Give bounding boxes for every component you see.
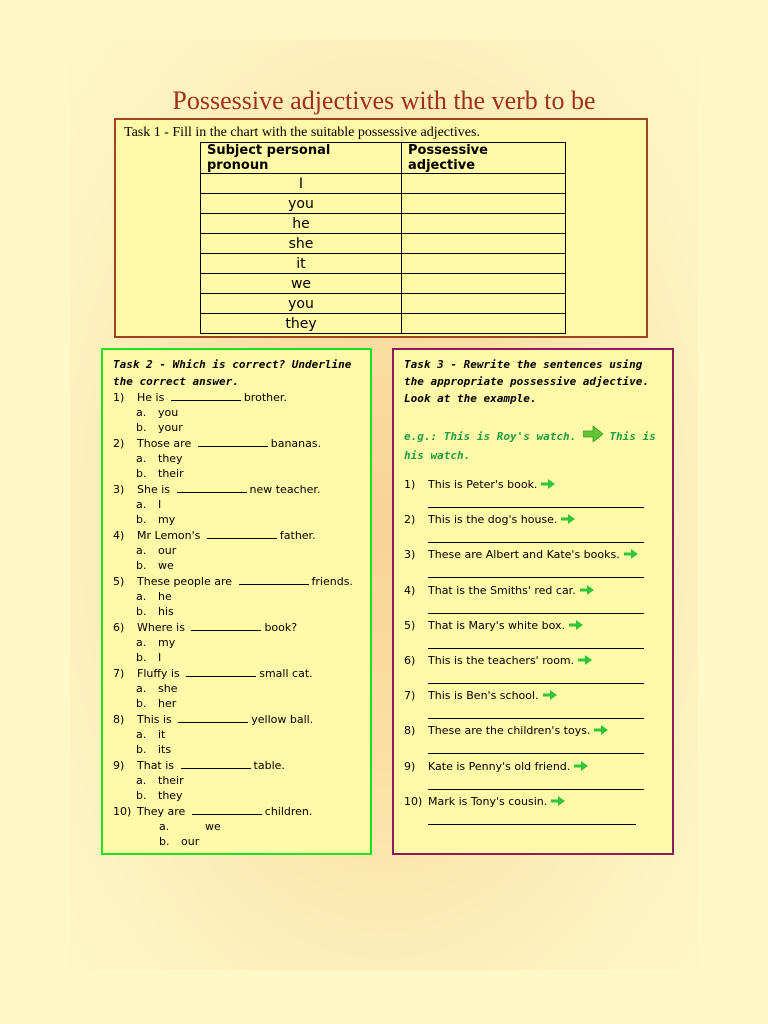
task2-question bbox=[113, 528, 316, 543]
rewrite-answer-line[interactable] bbox=[428, 613, 644, 614]
option-letter: b. bbox=[136, 605, 147, 618]
sentence-text: This is the teachers' room. bbox=[428, 654, 575, 667]
question-number: 7) bbox=[113, 667, 125, 680]
option-letter: b. bbox=[136, 467, 147, 480]
sentence-number: 2) bbox=[404, 513, 416, 527]
possessive-answer-cell[interactable] bbox=[402, 274, 566, 294]
green-right-arrow-icon bbox=[583, 426, 603, 447]
rewrite-answer-line[interactable] bbox=[428, 789, 644, 790]
task3-sentence bbox=[404, 548, 638, 562]
table-row bbox=[201, 294, 566, 314]
question-text-after: yellow ball. bbox=[251, 713, 314, 726]
rewrite-answer-line[interactable] bbox=[428, 648, 644, 649]
option-word: her bbox=[158, 697, 177, 710]
task2-question bbox=[113, 666, 313, 681]
option-letter: b. bbox=[136, 421, 147, 434]
possessive-answer-cell[interactable] bbox=[402, 254, 566, 274]
sentence-text: These are Albert and Kate's books. bbox=[428, 548, 620, 562]
possessive-answer-cell[interactable] bbox=[402, 314, 566, 334]
option-letter: a. bbox=[136, 544, 147, 557]
answer-blank[interactable] bbox=[198, 436, 268, 447]
sentence-number: 4) bbox=[404, 583, 416, 597]
possessive-answer-cell[interactable] bbox=[402, 294, 566, 314]
sentence-number: 1) bbox=[404, 478, 416, 491]
green-right-arrow-icon bbox=[580, 585, 594, 598]
sentence-number: 10) bbox=[404, 794, 423, 808]
task1-instruction: Task 1 - Fill in the chart with the suitable possessive adjectives. bbox=[124, 125, 480, 140]
question-text-before: Fluffy is bbox=[137, 667, 180, 680]
sentence-number: 8) bbox=[404, 724, 416, 738]
question-text-after: brother. bbox=[243, 391, 287, 404]
sentence-text: That is the Smiths' red car. bbox=[428, 583, 576, 597]
option-letter: a. bbox=[136, 452, 147, 465]
answer-option-b[interactable] bbox=[159, 834, 199, 849]
option-letter: b. bbox=[136, 513, 147, 526]
option-letter: a. bbox=[136, 636, 147, 649]
task2-question bbox=[113, 436, 321, 451]
option-letter: a. bbox=[136, 774, 147, 787]
question-text-before: Mr Lemon's bbox=[137, 529, 201, 542]
answer-option-b[interactable] bbox=[136, 788, 183, 803]
question-text-after: friends. bbox=[311, 575, 353, 588]
question-text-before: She is bbox=[137, 483, 171, 496]
question-number: 1) bbox=[113, 391, 125, 404]
answer-blank[interactable] bbox=[207, 528, 277, 539]
answer-option-a[interactable] bbox=[159, 819, 221, 834]
rewrite-answer-line[interactable] bbox=[428, 718, 644, 719]
sentence-number: 9) bbox=[404, 759, 416, 773]
green-right-arrow-icon bbox=[561, 514, 575, 527]
question-text-before: These people are bbox=[137, 575, 233, 588]
example-rewritten: This is his watch. bbox=[404, 430, 656, 462]
question-number: 9) bbox=[113, 759, 125, 772]
option-word: our bbox=[181, 835, 200, 848]
green-right-arrow-icon bbox=[594, 725, 608, 738]
option-word: I bbox=[158, 651, 162, 664]
answer-blank[interactable] bbox=[239, 574, 309, 585]
answer-blank[interactable] bbox=[191, 620, 261, 631]
answer-option-a[interactable] bbox=[136, 405, 178, 420]
task3-sentence bbox=[404, 584, 594, 598]
answer-blank[interactable] bbox=[171, 390, 241, 401]
example-original: e.g.: This is Roy's watch. bbox=[404, 430, 577, 443]
sentence-number: 3) bbox=[404, 548, 416, 562]
question-text-before: He is bbox=[137, 391, 165, 404]
pronoun-cell: we bbox=[201, 274, 402, 294]
option-word: you bbox=[158, 406, 179, 419]
option-letter: a. bbox=[136, 406, 147, 419]
task3-example bbox=[404, 426, 666, 464]
option-word: its bbox=[158, 743, 172, 756]
task2-question bbox=[113, 390, 287, 405]
option-word: they bbox=[158, 789, 183, 802]
task2-question bbox=[113, 620, 297, 635]
answer-option-a[interactable] bbox=[136, 727, 165, 742]
option-word: he bbox=[158, 590, 172, 603]
option-letter: b. bbox=[136, 697, 147, 710]
option-word: their bbox=[158, 467, 184, 480]
green-right-arrow-icon bbox=[578, 655, 592, 668]
question-text-after: book? bbox=[264, 621, 298, 634]
rewrite-answer-line[interactable] bbox=[428, 824, 636, 825]
rewrite-answer-line[interactable] bbox=[428, 577, 644, 578]
pronoun-cell: it bbox=[201, 254, 402, 274]
task3-sentence bbox=[404, 689, 557, 703]
table-row bbox=[201, 214, 566, 234]
question-text-before: They are bbox=[137, 805, 186, 818]
task2-question bbox=[113, 482, 320, 497]
question-text-after: new teacher. bbox=[249, 483, 321, 496]
question-text-before: Where is bbox=[137, 621, 185, 634]
option-word: we bbox=[158, 559, 174, 572]
green-right-arrow-icon bbox=[624, 549, 638, 562]
possessive-answer-cell[interactable] bbox=[402, 214, 566, 234]
table-row bbox=[201, 254, 566, 274]
question-number: 3) bbox=[113, 483, 125, 496]
possessive-answer-cell[interactable] bbox=[402, 174, 566, 194]
possessive-answer-cell[interactable] bbox=[402, 234, 566, 254]
sentence-number: 7) bbox=[404, 689, 416, 703]
answer-option-a[interactable] bbox=[136, 543, 176, 558]
option-letter: a. bbox=[136, 498, 147, 511]
question-text-after: small cat. bbox=[259, 667, 313, 680]
rewrite-answer-line[interactable] bbox=[428, 542, 644, 543]
task1-box bbox=[114, 118, 648, 338]
answer-blank[interactable] bbox=[186, 666, 256, 677]
option-word: she bbox=[158, 682, 178, 695]
question-text-after: table. bbox=[253, 759, 285, 772]
answer-option-a[interactable] bbox=[136, 635, 175, 650]
pronoun-cell: you bbox=[201, 294, 402, 314]
sentence-text: That is Mary's white box. bbox=[428, 618, 566, 632]
task3-heading: Task 3 - Rewrite the sentences using the appropriate possessive adjective. Look at the example. bbox=[404, 358, 650, 405]
pronoun-cell: you bbox=[201, 194, 402, 214]
question-text-after: children. bbox=[264, 805, 313, 818]
option-letter: b. bbox=[136, 559, 147, 572]
task3-sentence bbox=[404, 654, 592, 668]
option-word: my bbox=[158, 636, 176, 649]
task2-question bbox=[113, 804, 312, 819]
sentence-text: This is the dog's house. bbox=[428, 513, 558, 527]
possessive-answer-cell[interactable] bbox=[402, 194, 566, 214]
task3-sentence bbox=[404, 795, 565, 809]
option-letter: a. bbox=[136, 590, 147, 603]
answer-option-b[interactable] bbox=[136, 558, 174, 573]
table-row bbox=[201, 194, 566, 214]
answer-option-b[interactable] bbox=[136, 696, 176, 711]
sentence-text: Mark is Tony's cousin. bbox=[428, 794, 548, 808]
question-text-before: This is bbox=[137, 713, 172, 726]
option-letter: b. bbox=[136, 651, 147, 664]
rewrite-answer-line[interactable] bbox=[428, 753, 644, 754]
pronoun-cell: he bbox=[201, 214, 402, 234]
question-number: 10) bbox=[113, 805, 132, 818]
answer-blank[interactable] bbox=[192, 804, 262, 815]
task3-box bbox=[392, 348, 674, 855]
option-word: your bbox=[158, 421, 183, 434]
sentence-text: This is Ben's school. bbox=[428, 689, 539, 703]
green-right-arrow-icon bbox=[569, 620, 583, 633]
col-header-subject: Subject personal pronoun bbox=[201, 143, 402, 174]
answer-option-a[interactable] bbox=[136, 773, 184, 788]
answer-blank[interactable] bbox=[181, 758, 251, 769]
table-row bbox=[201, 274, 566, 294]
option-word: I bbox=[158, 498, 162, 511]
answer-option-a[interactable] bbox=[136, 681, 177, 696]
rewrite-answer-line[interactable] bbox=[428, 507, 644, 508]
question-number: 5) bbox=[113, 575, 125, 588]
question-text-after: bananas. bbox=[270, 437, 322, 450]
task3-sentence bbox=[404, 513, 575, 527]
question-number: 6) bbox=[113, 621, 125, 634]
task3-sentence bbox=[404, 724, 608, 738]
option-word: his bbox=[158, 605, 174, 618]
sentence-text: This is Peter's book. bbox=[428, 478, 538, 491]
answer-option-b[interactable] bbox=[136, 604, 174, 619]
sentence-text: Kate is Penny's old friend. bbox=[428, 759, 571, 773]
green-right-arrow-icon bbox=[551, 796, 565, 809]
answer-option-a[interactable] bbox=[136, 497, 161, 512]
option-letter: a. bbox=[159, 820, 170, 833]
pronoun-cell: she bbox=[201, 234, 402, 254]
task2-question bbox=[113, 758, 285, 773]
question-number: 2) bbox=[113, 437, 125, 450]
task2-question bbox=[113, 712, 313, 727]
answer-option-a[interactable] bbox=[136, 589, 172, 604]
page-title: Possessive adjectives with the verb to be bbox=[172, 86, 596, 115]
green-right-arrow-icon bbox=[574, 761, 588, 774]
option-word: we bbox=[205, 820, 221, 833]
option-word: they bbox=[158, 452, 183, 465]
option-letter: a. bbox=[136, 682, 147, 695]
pronoun-table-body bbox=[201, 174, 566, 334]
table-row bbox=[201, 174, 566, 194]
task2-question bbox=[113, 574, 353, 589]
task3-sentence bbox=[404, 478, 555, 492]
option-word: their bbox=[158, 774, 184, 787]
task2-heading: Task 2 - Which is correct? Underline the correct answer. bbox=[113, 358, 352, 388]
answer-option-b[interactable] bbox=[136, 512, 175, 527]
rewrite-answer-line[interactable] bbox=[428, 683, 644, 684]
answer-option-a[interactable] bbox=[136, 451, 183, 466]
green-right-arrow-icon bbox=[541, 479, 555, 492]
question-number: 4) bbox=[113, 529, 125, 542]
option-letter: a. bbox=[136, 728, 147, 741]
question-text-before: Those are bbox=[137, 437, 192, 450]
table-row bbox=[201, 234, 566, 254]
option-word: my bbox=[158, 513, 176, 526]
question-number: 8) bbox=[113, 713, 125, 726]
option-letter: b. bbox=[136, 743, 147, 756]
sentence-number: 6) bbox=[404, 654, 416, 667]
task3-sentence bbox=[404, 619, 583, 633]
question-text-after: father. bbox=[279, 529, 316, 542]
question-text-before: That is bbox=[137, 759, 175, 772]
pronoun-table bbox=[200, 142, 566, 334]
sentence-number: 5) bbox=[404, 618, 416, 632]
option-letter: b. bbox=[159, 835, 170, 848]
answer-option-b[interactable] bbox=[136, 420, 183, 435]
pronoun-cell: I bbox=[201, 174, 402, 194]
table-header-row bbox=[201, 143, 566, 174]
task2-box bbox=[101, 348, 372, 855]
table-row bbox=[201, 314, 566, 334]
option-word: it bbox=[158, 728, 166, 741]
answer-blank[interactable] bbox=[178, 712, 248, 723]
pronoun-cell: they bbox=[201, 314, 402, 334]
answer-option-b[interactable] bbox=[136, 466, 184, 481]
option-word: our bbox=[158, 544, 177, 557]
sentence-text: These are the children's toys. bbox=[428, 724, 591, 738]
green-right-arrow-icon bbox=[543, 690, 557, 703]
answer-option-b[interactable] bbox=[136, 742, 171, 757]
answer-option-b[interactable] bbox=[136, 650, 161, 665]
col-header-possessive: Possessive adjective bbox=[402, 143, 566, 174]
option-letter: b. bbox=[136, 789, 147, 802]
answer-blank[interactable] bbox=[177, 482, 247, 493]
task3-sentence bbox=[404, 760, 588, 774]
